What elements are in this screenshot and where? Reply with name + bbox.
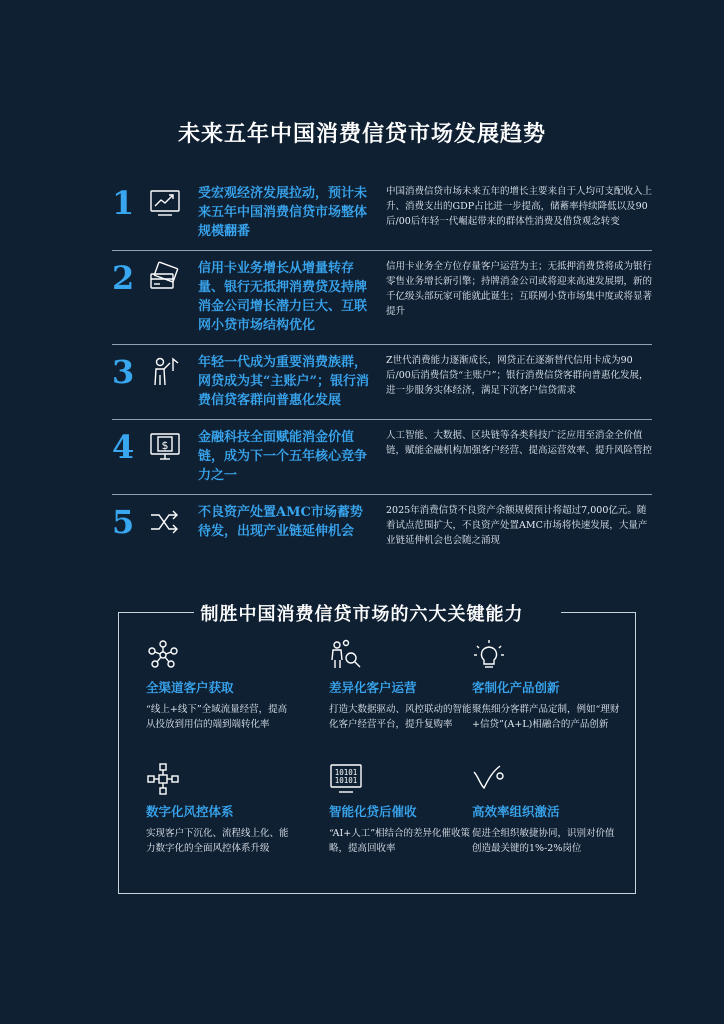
trend-number: 5 (112, 503, 135, 541)
trend-description: 人工智能、大数据、区块链等各类科技广泛应用至消金全价值链，赋能金融机构加强客户经营、提高运营效率、提升风险管控 (386, 430, 653, 456)
capability-title: 差异化客户运营 (329, 680, 417, 695)
capability-title: 智能化贷后催收 (329, 804, 417, 819)
page-title: 未来五年中国消费信贷市场发展趋势 (177, 121, 546, 147)
svg-text:10101: 10101 (334, 776, 358, 785)
capability-title: 全渠道客户获取 (146, 680, 234, 695)
trend-item (112, 251, 652, 345)
data-network-icon (146, 762, 180, 796)
network-people-icon (146, 638, 180, 672)
capability-item (472, 762, 622, 856)
trend-heading: 信用卡业务增长从增量转存量、银行无抵押消费贷及持牌消金公司增长潜力巨大、互联网小贷市场结构优化 (198, 261, 368, 333)
svg-text:10101: 10101 (334, 768, 358, 777)
capability-item (146, 638, 296, 732)
capability-title: 数字化风控体系 (146, 804, 234, 819)
trend-description: Z世代消费能力逐渐成长，网贷正在逐渐替代信用卡成为90后/00后消费信贷“主账户”；银行消费信贷客群向普惠化发展，进一步服务实体经济，满足下沉客户信贷需求 (386, 355, 649, 396)
trend-description: 中国消费信贷市场未来五年的增长主要来自于人均可支配收入上升、消费支出的GDP占比进一步提高，储蓄率持续降低以及90后/00后年轻一代崛起带来的群体性消费及借贷观念转变 (386, 186, 653, 227)
trend-heading: 不良资产处置AMC市场蓄势待发，出现产业链延伸机会 (198, 505, 363, 539)
trend-item (112, 176, 652, 251)
trend-number: 1 (112, 184, 135, 222)
trend-item (112, 420, 652, 495)
shuffle-arrows-icon (148, 505, 188, 545)
capability-item (146, 762, 296, 856)
growth-chart-icon (148, 186, 188, 226)
capability-description: “线上+线下”全域流量经营，提高从投放到用信的端到端转化率 (146, 704, 288, 730)
trend-number: 2 (112, 259, 135, 297)
young-person-icon (148, 355, 188, 395)
binary-monitor-icon (329, 762, 363, 796)
credit-card-icon (148, 261, 188, 301)
trend-item (112, 345, 652, 420)
trend-item (112, 495, 652, 558)
capability-item (472, 638, 622, 732)
capability-item (329, 638, 479, 732)
capability-description: 实现客户下沉化、流程线上化、能力数字化的全面风控体系升级 (146, 828, 289, 854)
trend-number: 4 (112, 428, 135, 466)
svg-text:$: $ (161, 439, 169, 452)
check-mark-icon (472, 762, 506, 796)
trend-number: 3 (112, 353, 135, 391)
capability-item (329, 762, 479, 856)
trend-heading: 受宏观经济发展拉动，预计未来五年中国消费信贷市场整体规模翻番 (198, 186, 368, 239)
lightbulb-icon (472, 638, 506, 672)
capability-description: 打造大数据驱动、风控联动的智能化客户经营平台，提升复购率 (329, 704, 472, 730)
people-search-icon (329, 638, 363, 672)
trend-description: 信用卡业务全方位存量客户运营为主；无抵押消费贷将成为银行零售业务增长新引擎；持牌消金公司或将迎来高速发展期，新的千亿级头部玩家可能就此诞生；互联网小贷市场集中度或将显著提升 (386, 261, 653, 317)
trend-description: 2025年消费信贷不良资产余额规模预计将超过7,000亿元。随着试点范围扩大，不良资产处置AMC市场将快速发展，大量产业链延伸机会也会随之涌现 (386, 505, 648, 546)
capability-description: 促进全组织敏捷协同，识别对价值创造最关键的1%-2%岗位 (472, 828, 615, 854)
trend-heading: 年轻一代成为重要消费族群，网贷成为其“主账户”；银行消费信贷客群向普惠化发展 (198, 355, 369, 408)
trends-list (112, 176, 652, 558)
fintech-monitor-icon (148, 430, 188, 470)
capability-description: “AI+人工”相结合的差异化催收策略，提高回收率 (329, 828, 471, 854)
capability-title: 客制化产品创新 (472, 680, 560, 695)
trend-heading: 金融科技全面赋能消金价值链，成为下一个五年核心竞争力之一 (198, 430, 368, 483)
capability-description: 聚焦细分客群产品定制，例如“理财+信贷”(A+L)相融合的产品创新 (472, 704, 620, 730)
capability-title: 高效率组织激活 (472, 804, 560, 819)
capabilities-title: 制胜中国消费信贷市场的六大关键能力 (200, 604, 524, 625)
